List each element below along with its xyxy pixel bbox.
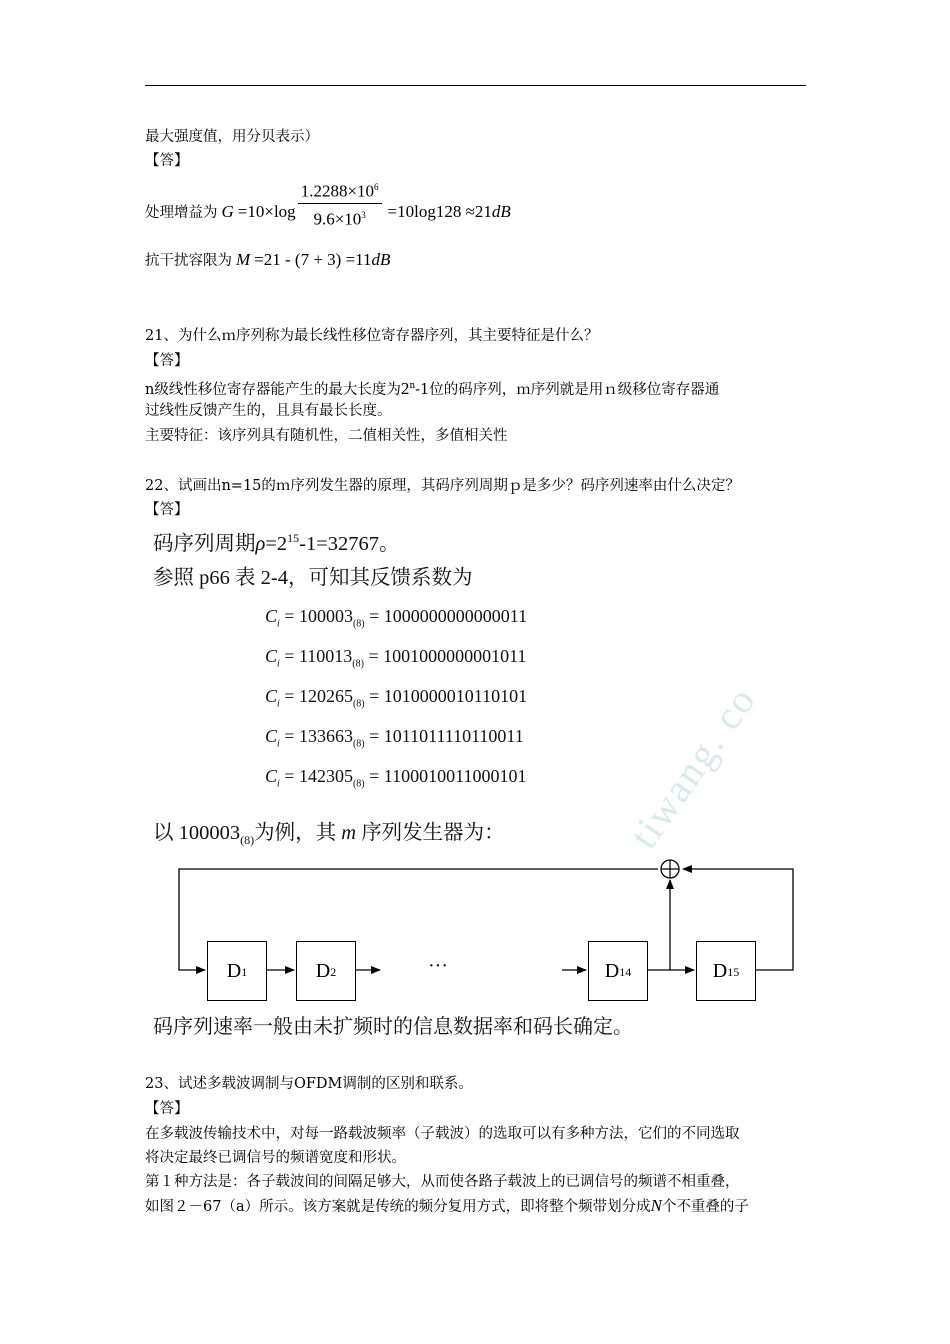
block-sub: 14 bbox=[619, 964, 632, 979]
coef-base: (8) bbox=[352, 738, 365, 750]
coef-octal: = 142305 bbox=[284, 766, 353, 786]
question-22: 22、试画出n=15的ｍ序列发生器的原理，其码序列周期ｐ是多少？码序列速率由什么决定？ bbox=[145, 478, 740, 494]
example-m: m bbox=[341, 822, 357, 844]
gain-prefix: 处理增益为 bbox=[145, 205, 218, 222]
example-mid: 为例，其 bbox=[254, 822, 342, 844]
margin-prefix: 抗干扰容限为 bbox=[145, 253, 232, 269]
q23-para-line-4 bbox=[145, 1196, 749, 1217]
q23-para-line-2: 将决定最终已调信号的频谱宽度和形状。 bbox=[145, 1150, 406, 1166]
block-sub: 1 bbox=[241, 964, 248, 979]
q23-para-line-3: 第１种方法是：各子载波间的间隔足够大，从而使各路子载波上的已调信号的频谱不相重叠， bbox=[145, 1174, 740, 1190]
register-d2 bbox=[296, 941, 356, 1001]
register-d14 bbox=[588, 941, 648, 1001]
block-sub: 2 bbox=[330, 964, 337, 979]
fraction-numerator: 1.2288×10 bbox=[300, 181, 375, 201]
answer-label: 【答】 bbox=[145, 353, 189, 369]
coef-symbol: C bbox=[265, 766, 278, 786]
coef-binary: = 1011011110110011 bbox=[369, 726, 524, 746]
period-post: -1=32767。 bbox=[299, 533, 400, 555]
coef-base: (8) bbox=[352, 778, 365, 790]
coef-binary: = 1010000010110101 bbox=[369, 686, 528, 706]
answer-label: 【答】 bbox=[145, 153, 189, 169]
q23-p4-pre: 如图２－67（a）所示。该方案就是传统的频分复用方式，即将整个频带划分成 bbox=[145, 1199, 651, 1215]
q21-a1-exp: n bbox=[409, 381, 416, 391]
margin-result: =21 - (7 + 3) =11 bbox=[254, 250, 372, 269]
q23-p4-post: 个不重叠的子 bbox=[661, 1199, 749, 1215]
margin-symbol: M bbox=[236, 250, 251, 269]
q21-a1-rest: -1位的码序列，ｍ序列就是用ｎ级移位寄存器通 bbox=[415, 381, 720, 398]
coef-base: (8) bbox=[352, 618, 365, 630]
numerator-exponent: 6 bbox=[374, 182, 379, 192]
fraction-denominator: 9.6×10 bbox=[313, 209, 362, 229]
register-d1 bbox=[207, 941, 267, 1001]
coef-octal: = 133663 bbox=[284, 726, 353, 746]
coef-symbol: C bbox=[265, 726, 278, 746]
ellipsis: ··· bbox=[428, 955, 448, 977]
coef-binary: = 1100010011000101 bbox=[369, 766, 527, 786]
coef-sub: i bbox=[277, 738, 280, 750]
period-symbol: ρ bbox=[255, 533, 266, 555]
question-23: 23、试述多载波调制与OFDM调制的区别和联系。 bbox=[145, 1076, 473, 1092]
example-post: 序列发生器为： bbox=[356, 822, 505, 844]
block-label: D bbox=[712, 959, 728, 982]
margin-unit: dB bbox=[371, 250, 391, 269]
coef-sub: i bbox=[277, 658, 280, 670]
coef-sub: i bbox=[277, 698, 280, 710]
reference-line: 参照 p66 表 2-4，可知其反馈系数为 bbox=[153, 567, 473, 589]
gain-symbol: G bbox=[221, 202, 234, 222]
block-sub: 15 bbox=[727, 964, 740, 979]
period-exp: 15 bbox=[287, 531, 300, 546]
period-mid: =2 bbox=[265, 533, 288, 555]
coef-symbol: C bbox=[265, 686, 278, 706]
answer-label: 【答】 bbox=[145, 1101, 189, 1117]
coef-octal: = 110013 bbox=[284, 646, 353, 666]
block-label: D bbox=[226, 959, 242, 982]
coef-symbol: C bbox=[265, 606, 278, 626]
coef-octal: = 120265 bbox=[284, 686, 353, 706]
q21-a1-base: 2 bbox=[400, 378, 410, 398]
example-pre: 以 100003 bbox=[153, 822, 241, 844]
watermark: tiwang. co bbox=[620, 677, 765, 857]
q21-a1-pre: n级线性移位寄存器能产生的最大长度为 bbox=[145, 381, 401, 398]
rate-line: 码序列速率一般由未扩频时的信息数据率和码长确定。 bbox=[153, 1016, 633, 1038]
block-label: D bbox=[604, 959, 620, 982]
gain-result: =10log128 ≈21 bbox=[387, 202, 492, 222]
q21-answer-line-2: 过线性反馈产生的，且具有最长长度。 bbox=[145, 403, 392, 419]
text-line: 最大强度值，用分贝表示） bbox=[145, 129, 319, 145]
coef-octal: = 100003 bbox=[284, 606, 353, 626]
gain-eq-part: =10×log bbox=[237, 202, 296, 222]
register-d15 bbox=[696, 941, 756, 1001]
coef-binary: = 1001000000001011 bbox=[368, 646, 527, 666]
denominator-exponent: 3 bbox=[361, 209, 366, 220]
q23-p4-n: N bbox=[650, 1196, 662, 1215]
coef-base: (8) bbox=[352, 698, 365, 710]
coef-base: (8) bbox=[352, 658, 364, 670]
example-base: (8) bbox=[240, 833, 255, 848]
coef-sub: i bbox=[277, 778, 280, 790]
gain-unit: dB bbox=[491, 202, 511, 222]
coef-sub: i bbox=[277, 618, 280, 630]
q21-answer-line-3: 主要特征：该序列具有随机性，二值相关性，多值相关性 bbox=[145, 428, 508, 444]
period-pre: 码序列周期 bbox=[153, 533, 256, 555]
block-label: D bbox=[315, 959, 331, 982]
coef-symbol: C bbox=[265, 646, 278, 666]
answer-label: 【答】 bbox=[145, 502, 189, 518]
question-21: 21、为什么ｍ序列称为最长线性移位寄存器序列，其主要特征是什么？ bbox=[145, 328, 599, 344]
q23-para-line-1: 在多载波传输技术中，对每一路载波频率（子载波）的选取可以有多种方法，它们的不同选取 bbox=[145, 1126, 740, 1142]
coef-binary: = 1000000000000011 bbox=[369, 606, 528, 626]
